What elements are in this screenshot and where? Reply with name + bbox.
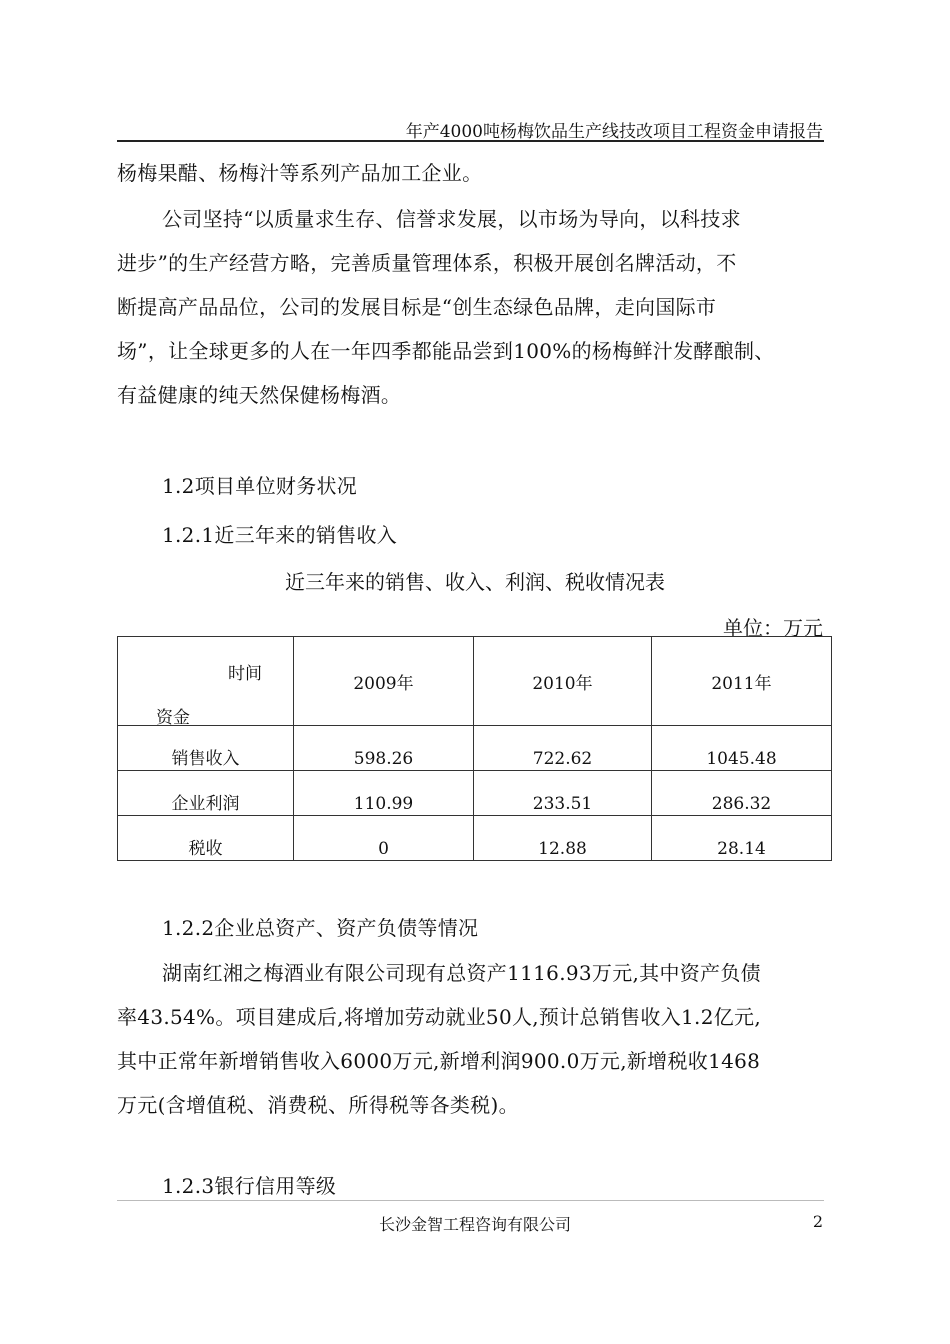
footer-company: 长沙金智工程咨询有限公司 (378, 1215, 571, 1234)
financial-table (117, 636, 832, 861)
table-title: 近三年来的销售、收入、利润、税收情况表 (285, 570, 665, 594)
table-row (118, 726, 832, 771)
paragraph-line: 公司坚持“以质量求生存、信誉求发展，以市场为导向，以科技求 (162, 207, 741, 231)
table-cell: 12.88 (474, 816, 652, 861)
table-row (118, 816, 832, 861)
table-cell: 598.26 (294, 726, 474, 771)
unit-label: 单位：万元 (723, 616, 823, 640)
page-number: 2 (812, 1212, 823, 1231)
paragraph-line: 万元(含增值税、消费税、所得税等各类税)。 (117, 1093, 519, 1117)
footer-rule (117, 1200, 824, 1201)
header-rule (117, 140, 824, 142)
section-heading: 1.2项目单位财务状况 (162, 474, 358, 498)
table-corner-cell (118, 637, 294, 726)
paragraph-line: 湖南红湘之梅酒业有限公司现有总资产1116.93万元,其中资产负债 (162, 961, 761, 985)
table-cell: 1045.48 (652, 726, 832, 771)
table-cell: 722.62 (474, 726, 652, 771)
table-header-row (118, 637, 832, 726)
subsection-heading: 1.2.2企业总资产、资产负债等情况 (162, 916, 479, 940)
corner-label-time: 时间 (228, 664, 262, 684)
year-header: 2011年 (652, 637, 832, 726)
paragraph-line: 有益健康的纯天然保健杨梅酒。 (117, 383, 402, 407)
paragraph-line: 场”，让全球更多的人在一年四季都能品尝到100%的杨梅鲜汁发酵酿制、 (117, 339, 775, 363)
table-cell: 28.14 (652, 816, 832, 861)
subsection-heading: 1.2.3银行信用等级 (162, 1174, 337, 1198)
table-row (118, 771, 832, 816)
subsection-heading: 1.2.1近三年来的销售收入 (162, 523, 398, 547)
year-header: 2009年 (294, 637, 474, 726)
paragraph-line: 率43.54%。项目建成后,将增加劳动就业50人,预计总销售收入1.2亿元, (117, 1005, 761, 1029)
row-label: 税收 (118, 816, 294, 861)
paragraph-line: 其中正常年新增销售收入6000万元,新增利润900.0万元,新增税收1468 (117, 1049, 761, 1073)
table-cell: 286.32 (652, 771, 832, 816)
row-label: 企业利润 (118, 771, 294, 816)
running-header: 年产4000吨杨梅饮品生产线技改项目工程资金申请报告 (405, 122, 823, 142)
year-header: 2010年 (474, 637, 652, 726)
paragraph-line: 杨梅果醋、杨梅汁等系列产品加工企业。 (117, 161, 483, 185)
paragraph-line: 进步”的生产经营方略，完善质量管理体系，积极开展创名牌活动，不 (117, 251, 737, 275)
table-cell: 233.51 (474, 771, 652, 816)
row-label: 销售收入 (118, 726, 294, 771)
paragraph-line: 断提高产品品位，公司的发展目标是“创生态绿色品牌，走向国际市 (117, 295, 717, 319)
corner-label-fund: 资金 (156, 708, 190, 728)
table-cell: 0 (294, 816, 474, 861)
table-cell: 110.99 (294, 771, 474, 816)
